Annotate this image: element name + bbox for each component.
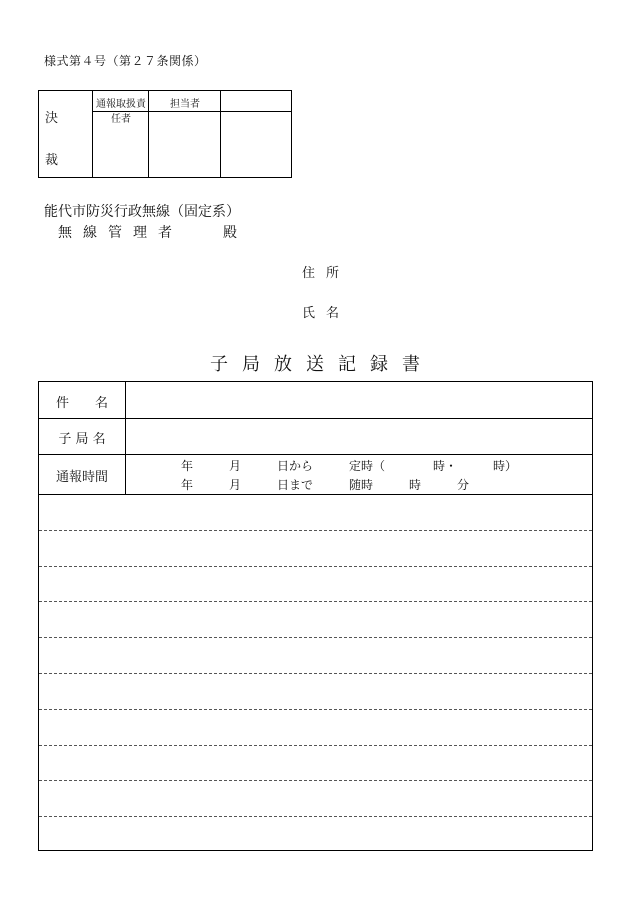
ruled-line [39,780,592,781]
page-title: 子局放送記録書 [210,354,434,375]
ruled-line [39,673,592,674]
time-row-until: 年 月 日まで 随時 時 分 [181,478,470,492]
addressee-org: 能代市防災行政無線（固定系） [44,204,240,220]
ruled-line [39,601,592,602]
row-divider [39,454,592,455]
time-row-from: 年 月 日から 定時（ 時・ 時） [181,459,518,473]
approval-label-approval: 裁 [45,153,59,168]
approval-head-responsible: 通報取扱責任者 [96,99,146,125]
sender-name-label: 氏名 [302,306,351,321]
subject-label: 件 名 [55,396,108,411]
sender-address-label: 住所 [302,266,351,281]
approval-box [38,90,292,178]
ruled-line [39,566,592,567]
ruled-line [39,530,592,531]
row-divider [39,494,592,495]
ruled-line [39,709,592,710]
addressee-honorific: 殿 [223,225,237,241]
row-divider [39,418,592,419]
addressee-title [58,222,237,242]
record-table [38,381,593,851]
ruled-line [39,637,592,638]
ruled-line [39,745,592,746]
label-column-divider [125,382,126,494]
time-label: 通報時間 [55,470,108,485]
station-label: 子 局 名 [58,432,106,447]
addressee-role: 無線管理者 [58,225,183,241]
approval-head-staff: 担当者 [170,99,200,110]
form-number: 様式第４号（第２７条関係） [44,54,207,68]
approval-label-decision: 決 [45,111,59,126]
ruled-line [39,816,592,817]
